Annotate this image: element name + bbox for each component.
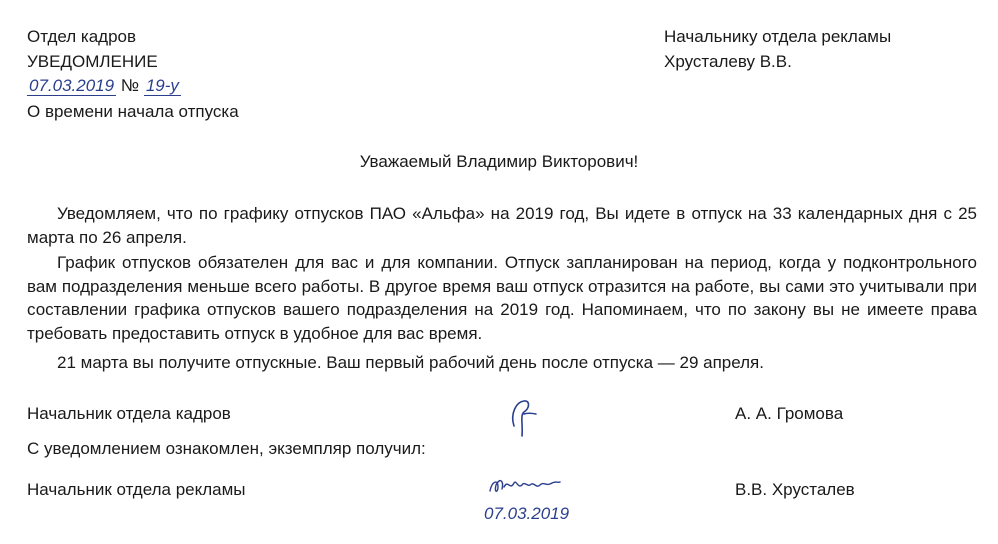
hr-signature [500, 392, 550, 442]
hr-position: Начальник отдела кадров [27, 404, 231, 423]
ad-sign-date: 07.03.2019 [484, 504, 570, 523]
ad-signature [486, 473, 566, 499]
body-paragraph-2: График отпусков обязателен для вас и для компании. Отпуск запланирован на период, когда у подконтрольного вам подразделения меньше всего работы. В другое время ваш отпуск отразится на работе, вы сами это учитывали при составлении графика отпусков вашего подразделения на 2019 год. Напоминаем, что по закону вы не имеете права требовать предоставить отпуск в удобное для вас время. [27, 253, 977, 344]
document-subject: О времени начала отпуска [27, 102, 239, 121]
ad-position: Начальник отдела рекламы [27, 480, 246, 499]
ad-name: В.В. Хрусталев [735, 480, 855, 499]
recipient-position: Начальнику отдела рекламы [664, 27, 892, 46]
document-date-number [27, 74, 181, 98]
acknowledgement-text: С уведомлением ознакомлен, экземпляр получил: [27, 439, 426, 458]
recipient-name: Хрусталеву В.В. [664, 52, 792, 71]
document-date: 07.03.2019 [29, 76, 115, 95]
document-number: 19-у [145, 76, 179, 95]
document-type: УВЕДОМЛЕНИЕ [27, 52, 158, 71]
body-paragraph-3: 21 марта вы получите отпускные. Ваш первый рабочий день после отпуска — 29 апреля. [57, 353, 764, 372]
number-sign: № [120, 76, 140, 95]
hr-name: А. А. Громова [735, 404, 844, 423]
body-paragraph-1: Уведомляем, что по графику отпусков ПАО «Альфа» на 2019 год, Вы идете в отпуск на 33 календарных дня с 25 марта по 26 апреля. [27, 204, 977, 247]
department-name: Отдел кадров [27, 27, 137, 46]
greeting: Уважаемый Владимир Викторович! [359, 152, 639, 171]
